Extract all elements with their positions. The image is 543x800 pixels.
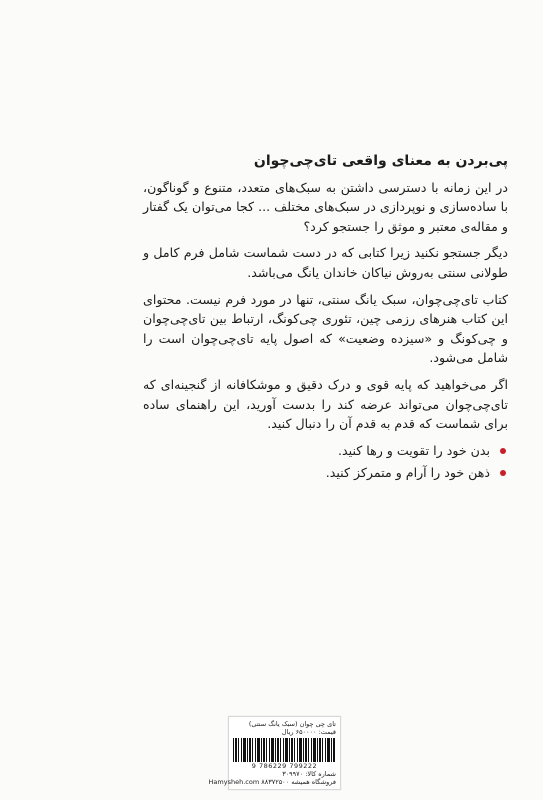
list-item	[143, 463, 508, 483]
barcode-icon	[233, 738, 336, 762]
sticker-price: قیمت: ۶۵۰۰۰۰ ریال	[281, 728, 336, 736]
bullet-dot-icon	[500, 448, 506, 454]
list-item	[143, 441, 508, 461]
price-barcode-sticker	[208, 716, 341, 790]
barcode-digits: 9 786229 799222	[251, 762, 318, 770]
sticker-title: تای چی چوان (سبک یانگ سنتی)	[248, 720, 336, 728]
bullet-dot-icon	[500, 470, 506, 476]
sticker-store: فروشگاه همیشه Hamysheh.com ۸۸۳۷۲۵۰۰	[208, 778, 336, 786]
bullet-text: بدن خود را تقویت و رها کنید.	[338, 442, 490, 458]
paragraph-4: اگر می‌خواهید که پایه قوی و درک دقیق و موشکافانه از گنجینه‌ای که تای‌چی‌چوان می‌تواند عرضه کند را بدست آورید، این راهنمای ساده برای شماست که قدم به قدم آن را دنبال کنید.	[143, 376, 508, 432]
paragraph-1: در این زمانه با دسترسی داشتن به سبک‌های متعدد، متنوع و گوناگون، با ساده‌سازی و نوپردازی در سبک‌های مختلف ... کجا می‌توان یک گفتار و مقاله‌ی معتبر و موثق را جستجو کرد؟	[143, 179, 508, 234]
back-cover-text	[143, 152, 508, 486]
heading: پی‌بردن به معنای واقعی تای‌چی‌چوان	[253, 153, 508, 169]
sticker-item-code: شماره کالا: ۳۰۹۹۷۰	[282, 770, 336, 778]
paragraph-3: کتاب تای‌چی‌چوان، سبک یانگ سنتی، تنها در مورد فرم نیست. محتوای این کتاب هنرهای رزمی چین، تئوری چی‌کونگ، ارتباط بین تای‌چی‌چوان و چی‌کونگ و «سیزده وضعیت» که اصول پایه تای‌چی‌چوان است را شامل می‌شود.	[143, 291, 508, 366]
bullet-list	[143, 441, 508, 483]
paragraph-2: دیگر جستجو نکنید زیرا کتابی که در دست شماست شامل فرم کامل و طولانی سنتی به‌روش نیاکان خاندان یانگ می‌باشد.	[143, 245, 508, 280]
bullet-text: ذهن خود را آرام و متمرکز کنید.	[325, 465, 490, 481]
